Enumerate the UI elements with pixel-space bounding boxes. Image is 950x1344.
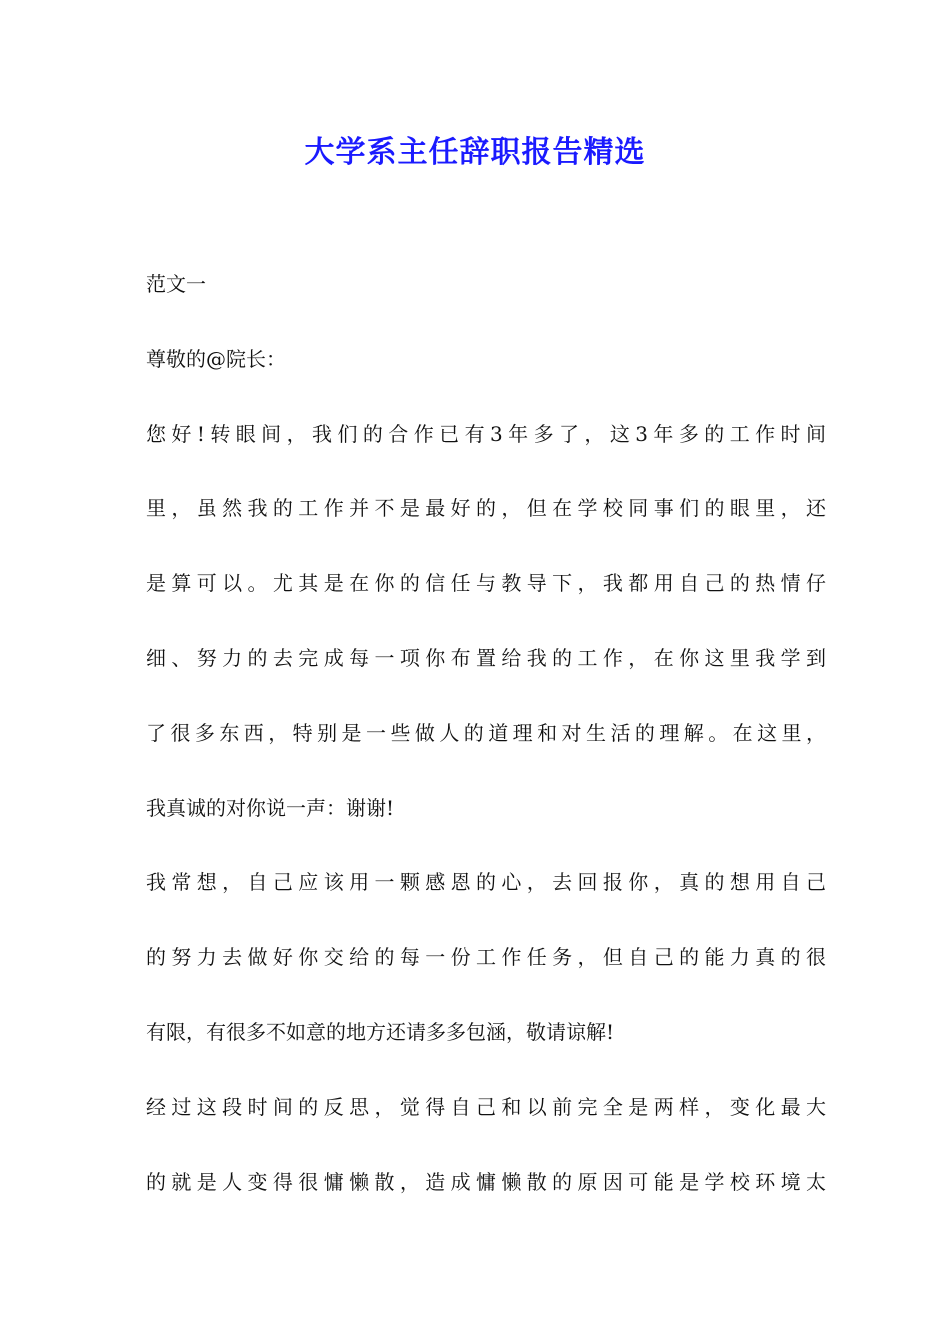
paragraph-line: 我常想，自己应该用一颗感恩的心，去回报你，真的想用自己 [146,870,826,895]
paragraph-line: 的就是人变得很慵懒散，造成慵懒散的原因可能是学校环境太 [146,1169,826,1194]
paragraph-line: 是算可以。尤其是在你的信任与教导下，我都用自己的热情仔 [146,571,826,596]
document-title: 大学系主任辞职报告精选 [304,135,646,170]
paragraph-line: 有限，有很多不如意的地方还请多多包涵，敬请谅解! [146,1019,615,1044]
paragraph-line: 我真诚的对你说一声：谢谢! [146,795,395,820]
document-body [146,264,826,1236]
paragraph-line: 经过这段时间的反思，觉得自己和以前完全是两样，变化最大 [146,1094,826,1119]
paragraph-line: 细、努力的去完成每一项你布置给我的工作，在你这里我学到 [146,645,826,670]
paragraph-line: 您好!转眼间，我们的合作已有3年多了，这3年多的工作时间 [146,421,826,446]
salutation: 尊敬的@院长： [146,346,286,371]
paragraph-line: 了很多东西，特别是一些做人的道理和对生活的理解。在这里， [146,720,826,745]
section-heading: 范文一 [146,272,206,296]
paragraph-line: 里，虽然我的工作并不是最好的，但在学校同事们的眼里，还 [146,496,826,521]
paragraph-line: 的努力去做好你交给的每一份工作任务，但自己的能力真的很 [146,945,826,970]
